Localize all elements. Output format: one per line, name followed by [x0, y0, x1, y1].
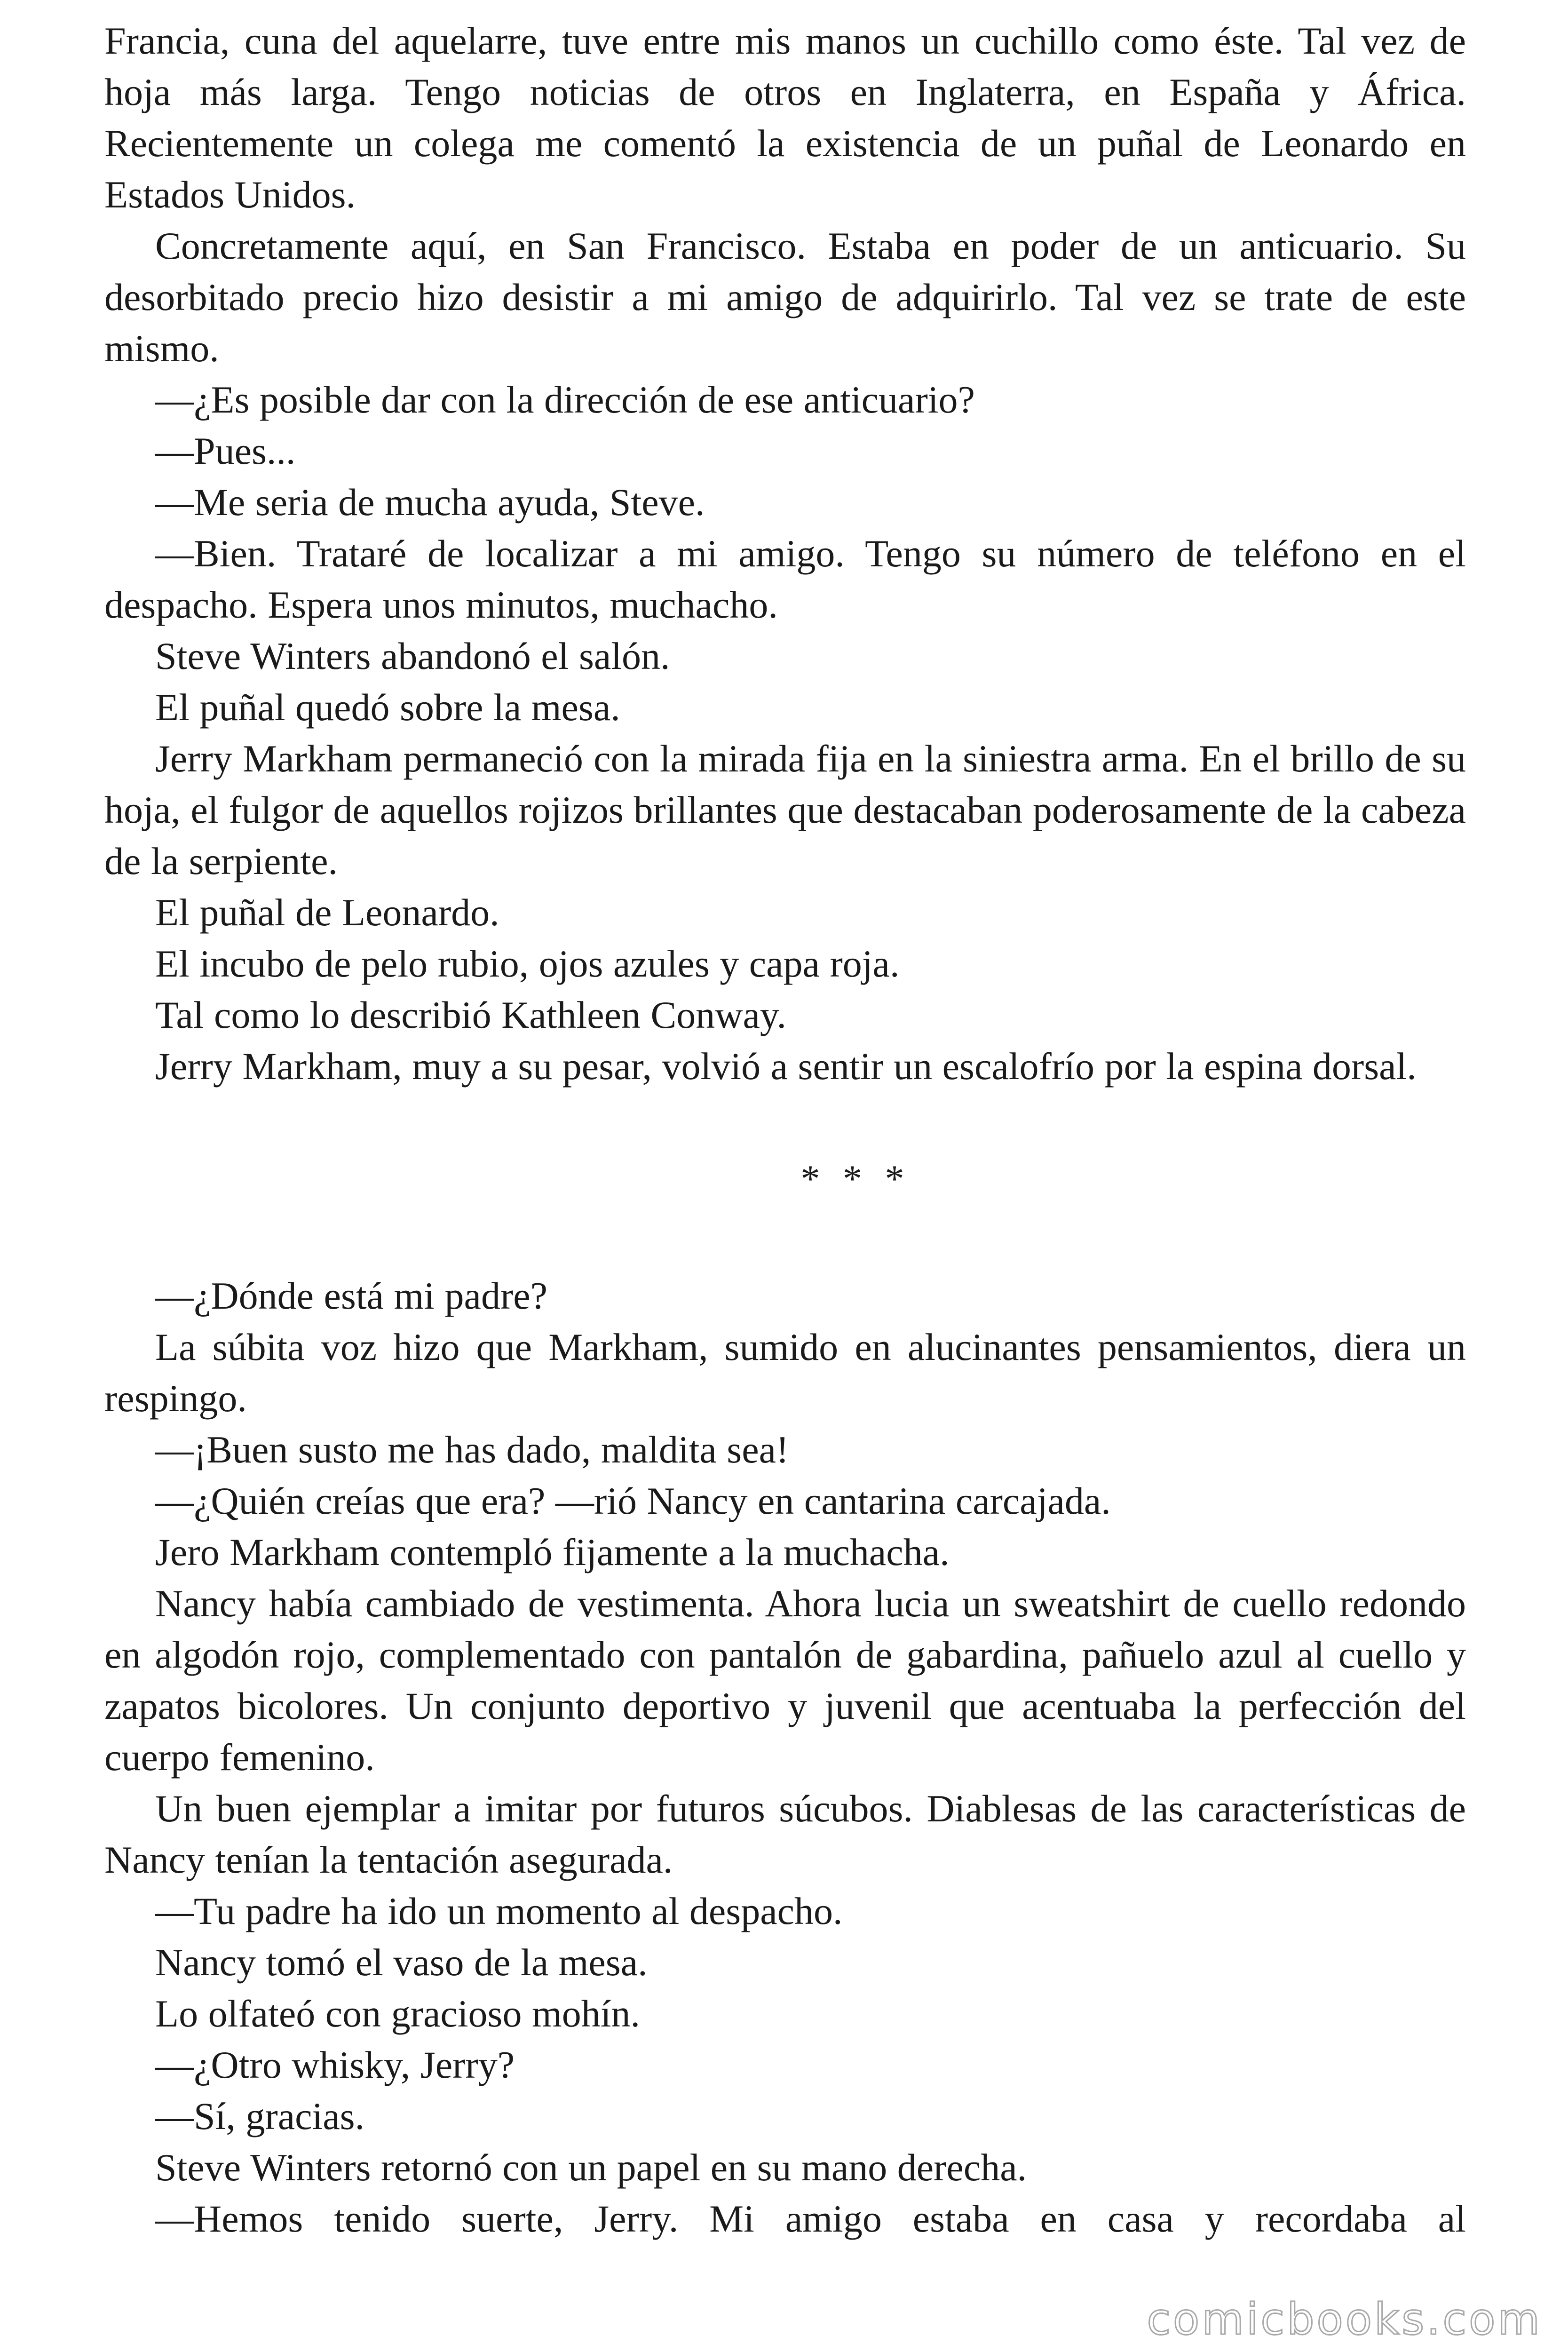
paragraph: El incubo de pelo rubio, ojos azules y capa roja.	[155, 942, 900, 985]
text-section-after-break	[104, 1270, 1466, 2244]
paragraph: El puñal quedó sobre la mesa.	[155, 686, 620, 729]
text-section-before-break	[104, 15, 1466, 1092]
section-break-asterisks: * * *	[800, 1157, 911, 1200]
document-page	[104, 15, 1466, 2244]
paragraph: El puñal de Leonardo.	[155, 891, 499, 934]
paragraph: Un buen ejemplar a imitar por futuros súcubos. Diablesas de las características de Nancy tenían la tentación asegurada.	[104, 1787, 1466, 1881]
paragraph: Steve Winters retornó con un papel en su mano derecha.	[155, 2146, 1027, 2189]
paragraph: Francia, cuna del aquelarre, tuve entre mis manos un cuchillo como éste. Tal vez de hoja más larga. Tengo noticias de otros en Inglaterra, en España y África. Recientemente un colega me comentó la existencia de un puñal de Leonardo en Estados Unidos.	[104, 19, 1466, 216]
paragraph: —Pues...	[155, 429, 296, 472]
watermark-text: comicbooks.com	[1147, 2294, 1542, 2344]
paragraph: Nancy había cambiado de vestimenta. Ahora lucia un sweatshirt de cuello redondo en algodón rojo, complementado con pantalón de gabardina, pañuelo azul al cuello y zapatos bicolores. Un conjunto deportivo y juvenil que acentuaba la perfección del cuerpo femenino.	[104, 1582, 1466, 1779]
paragraph: La súbita voz hizo que Markham, sumido en alucinantes pensamientos, diera un respingo.	[104, 1326, 1466, 1420]
paragraph: Lo olfateó con gracioso mohín.	[155, 1992, 641, 2035]
paragraph: —Tu padre ha ido un momento al despacho.	[155, 1890, 843, 1932]
section-spacing	[104, 1092, 1466, 1153]
paragraph: Steve Winters abandonó el salón.	[155, 635, 670, 677]
paragraph: Nancy tomó el vaso de la mesa.	[155, 1941, 648, 1984]
paragraph: —¿Dónde está mi padre?	[155, 1274, 548, 1317]
paragraph: —Me seria de mucha ayuda, Steve.	[155, 481, 705, 524]
section-spacing	[104, 1204, 1466, 1270]
paragraph: Tal como lo describió Kathleen Conway.	[155, 993, 787, 1036]
paragraph: Jerry Markham permaneció con la mirada fija en la siniestra arma. En el brillo de su hoja, el fulgor de aquellos rojizos brillantes que destacaban poderosamente de la cabeza de la serpiente.	[104, 737, 1466, 882]
paragraph: —¡Buen susto me has dado, maldita sea!	[155, 1428, 789, 1471]
paragraph: —Bien. Trataré de localizar a mi amigo. Tengo su número de teléfono en el despacho. Espera unos minutos, muchacho.	[104, 532, 1466, 626]
paragraph: Concretamente aquí, en San Francisco. Estaba en poder de un anticuario. Su desorbitado precio hizo desistir a mi amigo de adquirirlo. Tal vez se trate de este mismo.	[104, 224, 1466, 370]
paragraph: —Sí, gracias.	[155, 2095, 365, 2137]
paragraph: —¿Quién creías que era? —rió Nancy en cantarina carcajada.	[155, 1479, 1111, 1522]
paragraph: Jero Markham contempló fijamente a la muchacha.	[155, 1531, 950, 1573]
paragraph: Jerry Markham, muy a su pesar, volvió a sentir un escalofrío por la espina dorsal.	[155, 1045, 1417, 1088]
paragraph: —¿Otro whisky, Jerry?	[155, 2043, 515, 2086]
paragraph: —¿Es posible dar con la dirección de ese anticuario?	[155, 378, 975, 421]
paragraph: —Hemos tenido suerte, Jerry. Mi amigo estaba en casa y recordaba al	[155, 2197, 1466, 2240]
